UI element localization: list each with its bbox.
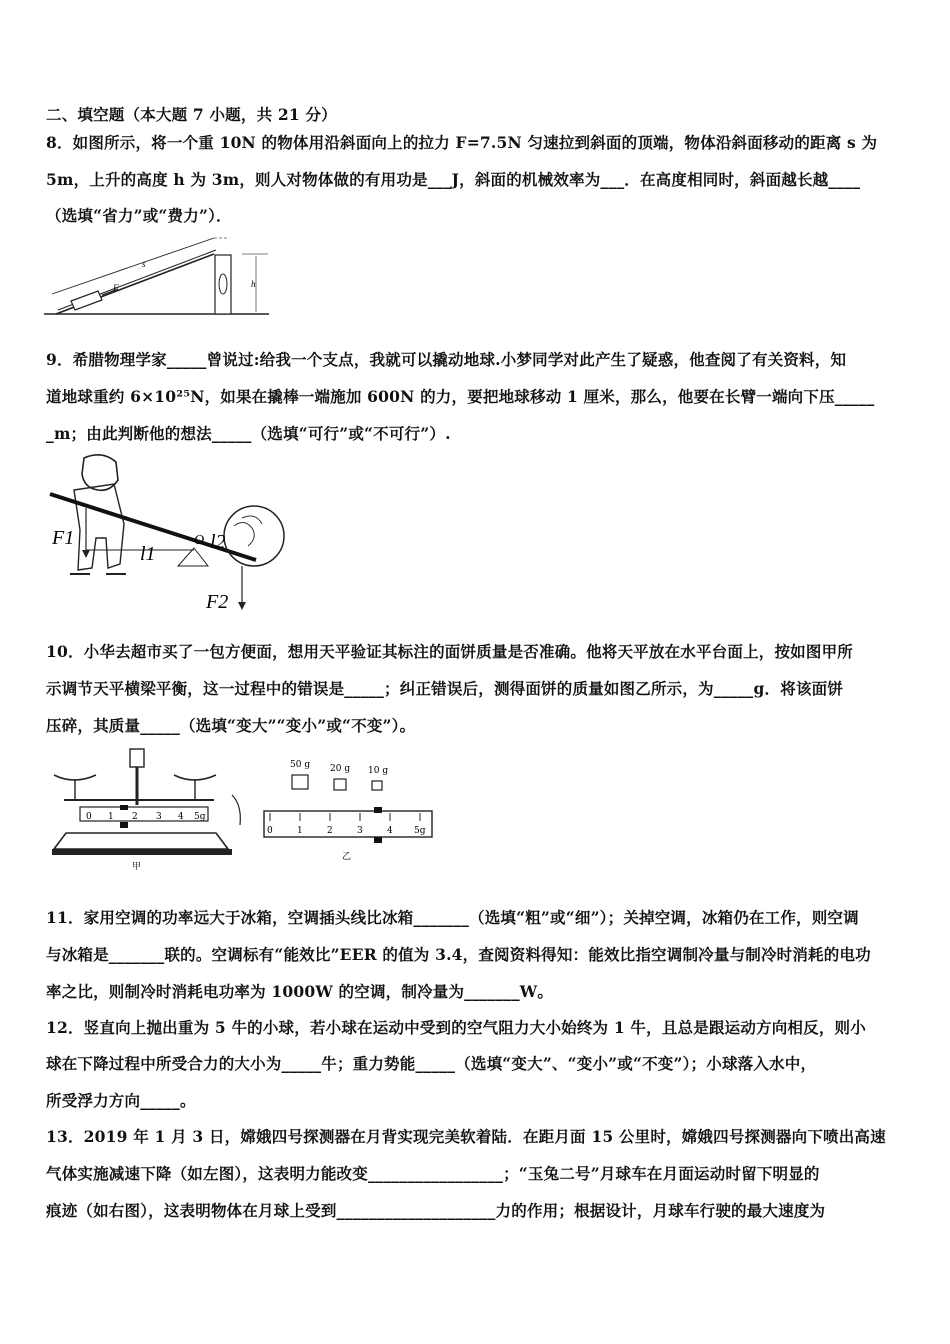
q10-yi-scale-4: 4 [387,826,393,836]
q10-weight-20g: 20 g [330,764,351,774]
q8-text-line-1: 8．如图所示，将一个重 10N 的物体用沿斜面向上的拉力 F=7.5N 匀速拉到斜面的顶端，物体沿斜面移动的距离 s 为 [46,133,878,152]
q9-l1-label: l1 [140,543,156,565]
q11-text-line-1: 11．家用空调的功率远大于冰箱，空调插头线比冰箱_______（选填“粗”或“细”）；关掉空调，冰箱仍在工作，则空调 [46,908,859,927]
q11-text-line-3: 率之比，则制冷时消耗电功率为 1000W 的空调，制冷量为_______W。 [46,982,554,1001]
q8-text-line-2: 5m，上升的高度 h 为 3m，则人对物体做的有用功是___J，斜面的机械效率为___．在高度相同时，斜面越长越____ [46,170,861,189]
q10-yi-scale-5: 5g [414,826,426,836]
q9-text-line-2: 道地球重约 6×10²⁵N，如果在撬棒一端施加 600N 的力，要把地球移动 1 厘米，那么，他要在长臂一端向下压_____ [46,387,875,406]
q8-s-label: s [142,259,146,269]
q10-jia-label: 甲 [132,862,142,870]
q10-weight-10g: 10 g [368,766,389,776]
q10-yi-label: 乙 [342,852,352,862]
q8-text-line-3: （选填“省力”或“费力”）． [46,206,232,225]
q9-F1-label: F1 [52,527,75,549]
q10-text-line-3: 压碎，其质量_____（选填“变大”“变小”或“不变”）。 [46,716,416,735]
q10-jia-scale-1: 1 [108,812,114,822]
q10-jia-scale-4: 4 [178,812,184,822]
q10-jia-scale-5: 5g [194,812,206,822]
q10-yi-scale-3: 3 [357,826,363,836]
q10-jia-scale-0: 0 [86,812,92,822]
q13-text-line-2: 气体实施减速下降（如左图），这表明力能改变_________________；“玉兔二号”月球车在月面运动时留下明显的 [46,1164,820,1183]
q8-h-label: h [251,279,256,289]
q9-text-line-3: _m；由此判断他的想法_____（选填“可行”或“不可行”）. [46,424,451,443]
q12-text-line-3: 所受浮力方向_____。 [46,1091,196,1110]
q13-text-line-3: 痕迹（如右图），这表明物体在月球上受到____________________力的作用；根据设计，月球车行驶的最大速度为 [46,1201,826,1220]
q10-yi-scale-0: 0 [267,826,273,836]
q10-jia-scale-3: 3 [156,812,162,822]
q10-yi-scale-2: 2 [327,826,333,836]
q9-O-label: O [194,533,205,548]
q10-jia-scale-2: 2 [132,812,138,822]
section-title: 二、填空题（本大题 7 小题，共 21 分） [46,105,337,124]
q10-weights-figure-yi [262,755,442,867]
q12-text-line-1: 12．竖直向上抛出重为 5 牛的小球，若小球在运动中受到的空气阻力大小始终为 1 牛，且总是跟运动方向相反，则小 [46,1018,866,1037]
q9-l2-label: l2 [210,531,226,553]
q10-text-line-2: 示调节天平横梁平衡，这一过程中的错误是_____；纠正错误后，测得面饼的质量如图乙所示，为_____g．将该面饼 [46,679,844,698]
q10-text-line-1: 10．小华去超市买了一包方便面，想用天平验证其标注的面饼质量是否准确。他将天平放在水平台面上，按如图甲所 [46,642,853,661]
q10-balance-figure-jia [44,745,254,870]
q10-weight-50g: 50 g [290,760,311,770]
q9-F2-label: F2 [206,591,229,613]
q9-lever-figure [44,448,294,616]
q13-text-line-1: 13．2019 年 1 月 3 日，嫦娥四号探测器在月背实现完美软着陆．在距月面 15 公里时，嫦娥四号探测器向下喷出高速 [46,1127,886,1146]
q8-incline-figure [44,232,284,322]
q9-text-line-1: 9．希腊物理学家_____曾说过:给我一个支点，我就可以撬动地球.小梦同学对此产生了疑惑，他查阅了有关资料，知 [46,350,847,369]
q10-yi-scale-1: 1 [297,826,303,836]
q12-text-line-2: 球在下降过程中所受合力的大小为_____牛；重力势能_____（选填“变大”、“变小”或“不变”）；小球落入水中， [46,1054,817,1073]
q11-text-line-2: 与冰箱是_______联的。空调标有“能效比”EER 的值为 3.4，查阅资料得知：能效比指空调制冷量与制冷时消耗的电功 [46,945,871,964]
q8-F-label: F [113,283,119,293]
